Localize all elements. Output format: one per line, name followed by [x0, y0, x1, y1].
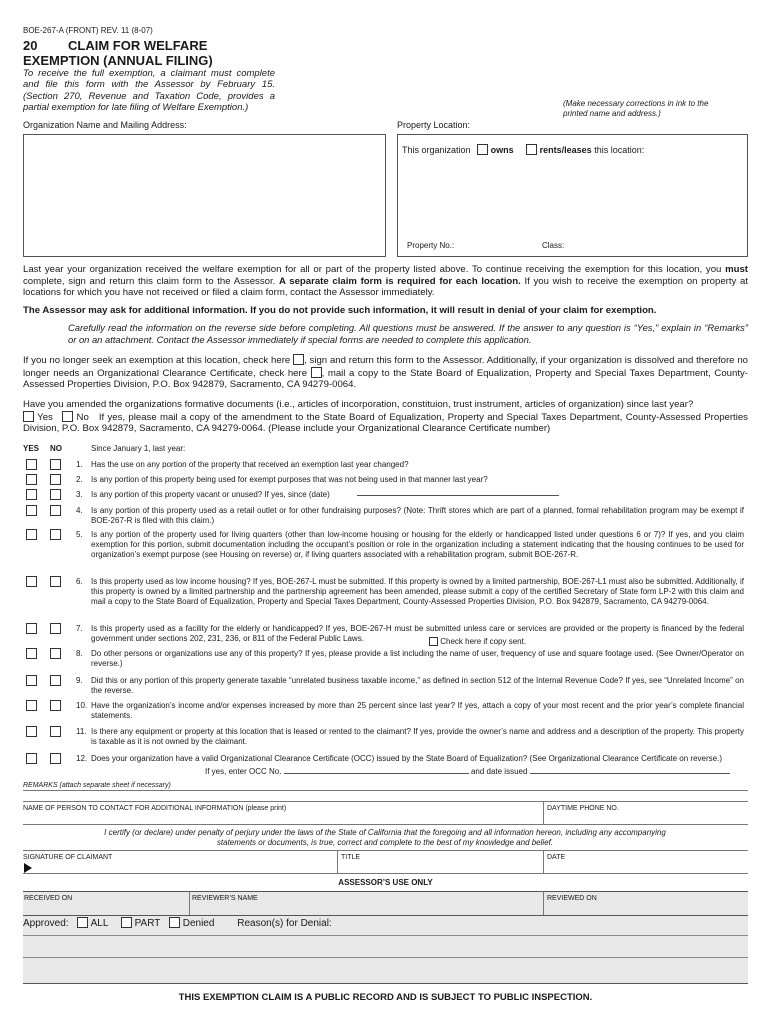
- amend-yes-label: Yes: [37, 411, 53, 423]
- q4-yes-checkbox[interactable]: [26, 505, 37, 516]
- approved-label: Approved:: [23, 918, 69, 929]
- question-7: [76, 624, 744, 644]
- q11-no-checkbox[interactable]: [50, 726, 61, 737]
- this-location-text: this location:: [594, 145, 645, 155]
- owns-checkbox[interactable]: [477, 144, 488, 155]
- q5-no-checkbox[interactable]: [50, 529, 61, 540]
- intro-p1a: Last year your organization received the welfare exemption for all or part of the property listed above. To continue receiving the exemption for this location, you: [23, 264, 722, 275]
- assessor-section: [23, 891, 748, 983]
- phone-label: DAYTIME PHONE NO.: [547, 805, 619, 812]
- no-longer-b: , sign and return this form to the Assessor. Additionally, if your organization is dissolved and therefore no longer needs an Organizational Clearance Certificate, check here: [23, 355, 748, 379]
- q10-yes-checkbox[interactable]: [26, 700, 37, 711]
- question-text: Is this property used as a facility for the elderly or handicapped? If yes, BOE-267-H must be submitted unless care or services are provided or the property is financed by the federal government under sections 202, 231, 236, or 811 of the Federal Public Laws.: [91, 624, 744, 643]
- approved-all-checkbox[interactable]: [77, 917, 88, 928]
- question-number: 9.: [76, 676, 83, 685]
- q2-yes-checkbox[interactable]: [26, 474, 37, 485]
- question-number: 1.: [76, 460, 83, 469]
- public-record-footer: THIS EXEMPTION CLAIM IS A PUBLIC RECORD AND IS SUBJECT TO PUBLIC INSPECTION.: [178, 992, 593, 1003]
- amend-no-checkbox[interactable]: [62, 411, 73, 422]
- approval-row: [23, 917, 332, 930]
- additional-info-warning: The Assessor may ask for additional information. If you do not provide such information, it will result in denial of your claim for exemption.: [23, 305, 657, 316]
- since-january-label: Since January 1, last year:: [91, 444, 186, 453]
- property-location-label: Property Location:: [397, 120, 471, 130]
- question-8: [76, 649, 744, 669]
- reviewer-name-label: REVIEWER’S NAME: [192, 895, 258, 902]
- q3-no-checkbox[interactable]: [50, 489, 61, 500]
- assessor-use-heading: ASSESSOR’S USE ONLY: [338, 878, 433, 887]
- question-text: Is any portion of the property used for living quarters (other than low-income housing or housing for the elderly or handicapped listed under questions 6 or 7)? If yes, and you claim exemption for this portion, submit documentation including the occupant’s position or role in the organization including a statement indicating that the housing continues to be used for organization’s exempt purpose (see Housing on reverse) or, if living quarters associated with a rehabilitation program, submit BOE-267-R.: [91, 530, 744, 559]
- class-label: Class:: [542, 241, 565, 250]
- question-1: [76, 460, 744, 470]
- no-longer-c: , mail a copy to the State Board of Equalization, Property and Special Taxes Department, County-Assessed Properties Division, P.O. Box 942879, Sacramento, CA 94279-0064.: [23, 367, 748, 390]
- q12-if-yes-label: If yes, enter OCC No.: [205, 767, 282, 776]
- no-column-header: NO: [50, 444, 62, 453]
- reasons-for-denial-label: Reason(s) for Denial:: [237, 918, 332, 929]
- owns-label: owns: [490, 145, 514, 155]
- no-longer-seek-paragraph: [23, 354, 748, 391]
- year-prefix: 20: [23, 38, 38, 53]
- question-text: Have the organization’s income and/or expenses increased by more than 25 percent since last year? If yes, attach a copy of your most recent and the prior year’s complete financial statements.: [91, 701, 744, 720]
- amend-instructions: If yes, please mail a copy of the amendment to the State Board of Equalization, Property and Special Taxes Department, County-Assessed Properties Division, P.O. Box 942879, Sacramento, CA 94279-0064. (Please include your Organizational Clearance Certificate number): [23, 411, 748, 434]
- q9-yes-checkbox[interactable]: [26, 675, 37, 686]
- question-12: [76, 754, 744, 764]
- intro-p1b: complete, sign and return this claim form to the Assessor.: [23, 275, 276, 287]
- remarks-label: REMARKS (attach separate sheet if necessary): [23, 782, 171, 789]
- question-number: 5.: [76, 530, 83, 539]
- question-number: 3.: [76, 490, 83, 499]
- denied-checkbox[interactable]: [169, 917, 180, 928]
- question-text: Is any portion of this property used as a retail outlet or for other fundraising purposes? (Note: Thrift stores which are part of a planned, formal rehabilitation program may be exempt if BOE-267-R is filed with this claim.): [91, 506, 744, 525]
- occ-number-line[interactable]: [284, 765, 469, 774]
- question-6: [76, 577, 744, 607]
- amendment-paragraph: [23, 399, 748, 435]
- q12-yes-checkbox[interactable]: [26, 753, 37, 764]
- question-text: Is there any equipment or property at this location that is leased or rented to the claimant? If yes, provide the owner’s name and address and a description of the property. This property is taxable as it is not owned by the claimant.: [91, 727, 744, 746]
- question-10: [76, 701, 744, 721]
- question-text: Does your organization have a valid Organizational Clearance Certificate (OCC) issued by the State Board of Equalization? (See Organizational Clearance Certificate on reverse.): [91, 754, 722, 763]
- approved-part-checkbox[interactable]: [121, 917, 132, 928]
- corrections-note: (Make necessary corrections in ink to the printed name and address.): [563, 99, 709, 118]
- question-number: 4.: [76, 506, 83, 515]
- question-11: [76, 727, 744, 747]
- question-number: 11.: [76, 727, 87, 736]
- q12-date-issued-label: and date issued: [470, 767, 528, 776]
- question-text: Do other persons or organizations use any of this property? If yes, please provide a list including the name of user, frequency of use and square footage used. (See Owner/Operator on reverse.): [91, 649, 744, 668]
- this-org-text: This organization: [402, 145, 471, 155]
- title-label: TITLE: [341, 854, 361, 861]
- no-longer-seek-checkbox[interactable]: [293, 354, 304, 365]
- form-title-line2: EXEMPTION (ANNUAL FILING): [23, 53, 213, 68]
- question-number: 6.: [76, 577, 83, 586]
- question-4: [76, 506, 744, 526]
- contact-name-label: NAME OF PERSON TO CONTACT FOR ADDITIONAL INFORMATION (please print): [23, 805, 287, 812]
- filing-instructions: To receive the full exemption, a claimant must complete and file this form with the Assessor by February 15. (Section 270, Revenue and Taxation Code, provides a partial exemption for late filing of Welfare Exemption.): [23, 68, 275, 113]
- org-address-box[interactable]: [23, 134, 386, 257]
- q6-copy-sent: [429, 637, 526, 647]
- q6-copy-sent-checkbox[interactable]: [429, 637, 438, 646]
- q6-copy-sent-label: Check here if copy sent.: [440, 637, 527, 646]
- intro-p1d: If you wish to receive the exemption on property at locations for which you have not received or filed a claim form, contact the Assessor immediately.: [23, 275, 749, 298]
- q3-date-line[interactable]: [357, 495, 559, 496]
- sign-here-arrow-icon: [24, 863, 32, 873]
- q6-no-checkbox[interactable]: [50, 576, 61, 587]
- question-5: [76, 530, 744, 560]
- org-label: Organization Name and Mailing Address:: [23, 120, 187, 130]
- approved-all-label: ALL: [90, 918, 109, 929]
- q5-yes-checkbox[interactable]: [26, 529, 37, 540]
- intro-must: must: [725, 264, 748, 275]
- q3-yes-checkbox[interactable]: [26, 489, 37, 500]
- denied-label: Denied: [182, 918, 215, 929]
- approved-part-label: PART: [134, 918, 161, 929]
- reviewed-on-label: REVIEWED ON: [547, 895, 597, 902]
- q6-yes-checkbox[interactable]: [26, 576, 37, 587]
- q8-yes-checkbox[interactable]: [26, 648, 37, 659]
- certification-statement: I certify (or declare) under penalty of perjury under the laws of the State of California that the foregoing and all information hereon, including any accompanying statements or documents, is true, correct and complete to the best of my knowledge and belief.: [104, 828, 666, 847]
- question-2: [76, 475, 744, 485]
- question-number: 8.: [76, 649, 83, 658]
- received-on-label: RECEIVED ON: [24, 895, 73, 902]
- q4-no-checkbox[interactable]: [50, 505, 61, 516]
- dissolved-checkbox[interactable]: [311, 367, 322, 378]
- q1-yes-checkbox[interactable]: [26, 459, 37, 470]
- question-text: Is any portion of this property vacant or unused? If yes, since (date): [91, 490, 330, 499]
- amend-yes-checkbox[interactable]: [23, 411, 34, 422]
- q9-no-checkbox[interactable]: [50, 675, 61, 686]
- read-carefully-note: Carefully read the information on the reverse side before completing. All questions must be answered. If the answer to any question is “Yes,” explain in “Remarks” or on an attachment. Contact the Assessor immediately if special forms are needed to complete this application.: [68, 322, 748, 345]
- intro-p1c: A separate claim form is required for each location.: [278, 275, 521, 287]
- occ-date-line[interactable]: [530, 765, 730, 774]
- question-text: Did this or any portion of this property generate taxable “unrelated business taxable income,” as defined in section 512 of the Internal Revenue Code? If yes, see “Unrelated Income” on the reverse.: [91, 676, 744, 695]
- q10-no-checkbox[interactable]: [50, 700, 61, 711]
- property-no-label: Property No.:: [407, 241, 455, 250]
- question-number: 2.: [76, 475, 83, 484]
- q2-no-checkbox[interactable]: [50, 474, 61, 485]
- question-9: [76, 676, 744, 696]
- signature-field[interactable]: [34, 861, 334, 873]
- property-location-box: [397, 134, 748, 257]
- q1-no-checkbox[interactable]: [50, 459, 61, 470]
- question-number: 7.: [76, 624, 83, 633]
- form-id: BOE-267-A (FRONT) REV. 11 (8-07): [23, 26, 153, 35]
- date-label: DATE: [547, 854, 566, 861]
- question-text: Has the use on any portion of the property that received an exemption last year changed?: [91, 460, 409, 469]
- date-field[interactable]: [545, 861, 747, 873]
- question-number: 10.: [76, 701, 88, 710]
- amend-question: Have you amended the organizations formative documents (i.e., articles of incorporation, constituion, trust instrument, articles of organization) since last year?: [23, 399, 694, 410]
- signature-label: SIGNATURE OF CLAIMANT: [23, 854, 113, 861]
- rents-leases-checkbox[interactable]: [526, 144, 537, 155]
- question-text: Is any portion of this property being used for exempt purposes that was not being used in that manner last year?: [91, 475, 488, 484]
- rents-leases-label: rents/leases: [539, 145, 592, 155]
- amend-no-label: No: [76, 411, 89, 423]
- form-title-line1: CLAIM FOR WELFARE: [68, 38, 208, 53]
- contact-name-field[interactable]: [23, 803, 542, 823]
- title-field[interactable]: [339, 861, 541, 873]
- q12-no-checkbox[interactable]: [50, 753, 61, 764]
- q7-no-checkbox[interactable]: [50, 623, 61, 634]
- ownership-line: [402, 144, 644, 156]
- yes-column-header: YES: [23, 444, 40, 453]
- q7-yes-checkbox[interactable]: [26, 623, 37, 634]
- question-number: 12.: [76, 754, 88, 763]
- q11-yes-checkbox[interactable]: [26, 726, 37, 737]
- q8-no-checkbox[interactable]: [50, 648, 61, 659]
- question-text: Is this property used as low income housing? If yes, BOE-267-L must be submitted. If this property is owned by a limited partnership, BOE-267-L1 must also be submitted. Additionally, if this property is owned by a limited partnership and the partnership agreement has been amended, please submit a copy of the certified Secretary of State form LP-2 with this claim and mail a copy to the State Board of Equalization, Property and Special Taxes Department, County-Assessed Properties Division, P.O. Box 942879, Sacramento, CA 94279-0064.: [91, 577, 744, 606]
- intro-paragraph: [23, 264, 748, 299]
- q12-occ-fields: [205, 765, 730, 777]
- no-longer-a: If you no longer seek an exemption at this location, check here: [23, 355, 291, 366]
- phone-field[interactable]: [545, 803, 747, 823]
